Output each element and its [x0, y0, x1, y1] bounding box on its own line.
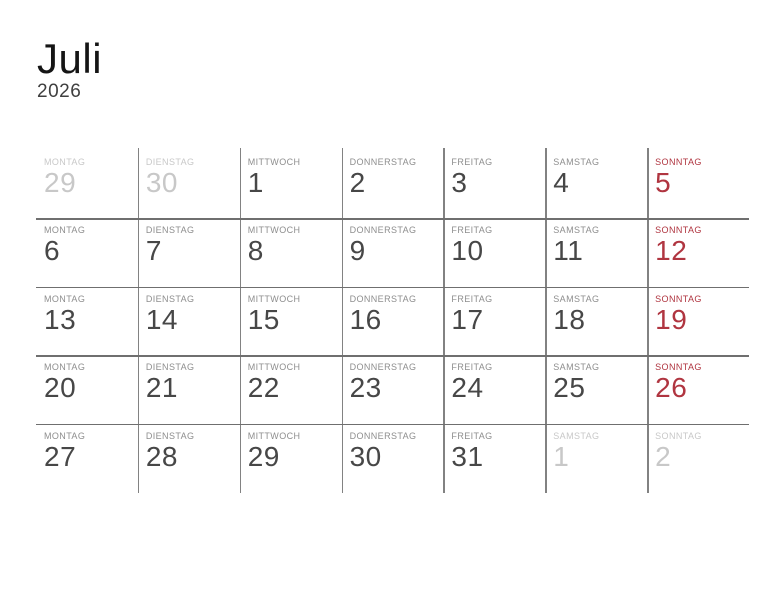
- weekday-label: SAMSTAG: [553, 225, 600, 236]
- day-number: 26: [655, 372, 688, 404]
- day-number: 28: [145, 440, 178, 472]
- calendar-day-cell: [545, 355, 647, 423]
- weekday-label: DONNERSTAG: [349, 225, 417, 236]
- day-number: 10: [451, 235, 484, 267]
- day-number: 29: [44, 167, 77, 198]
- weekday-label: DIENSTAG: [145, 225, 195, 236]
- weekday-label: SAMSTAG: [553, 430, 600, 441]
- weekday-label: MITTWOCH: [247, 293, 301, 304]
- weekday-label: SONNTAG: [655, 157, 702, 167]
- weekday-label: MONTAG: [44, 293, 86, 304]
- weekday-label: SONNTAG: [655, 362, 702, 373]
- day-number: 24: [451, 372, 484, 404]
- month-title: Juli: [37, 35, 103, 82]
- day-number: 29: [247, 440, 280, 472]
- day-number: 13: [44, 303, 77, 335]
- calendar-day-cell: [545, 287, 647, 355]
- day-number: 1: [553, 440, 570, 472]
- weekday-label: SAMSTAG: [553, 362, 600, 373]
- weekday-label: FREITAG: [451, 225, 493, 236]
- calendar-day-cell: [443, 218, 545, 286]
- weekday-label: SONNTAG: [655, 225, 702, 236]
- weekday-label: FREITAG: [451, 293, 493, 304]
- calendar-day-cell: [647, 287, 749, 355]
- weekday-label: DONNERSTAG: [349, 362, 417, 373]
- day-number: 21: [145, 372, 178, 404]
- weekday-label: DONNERSTAG: [349, 157, 417, 167]
- weekday-label: SONNTAG: [655, 430, 702, 441]
- day-number: 17: [451, 303, 484, 335]
- calendar-day-cell: [342, 355, 444, 423]
- calendar-day-cell: [443, 287, 545, 355]
- calendar-day-cell: [240, 424, 342, 492]
- calendar-day-cell: [240, 355, 342, 423]
- day-number: 27: [44, 440, 77, 472]
- day-number: 2: [349, 167, 366, 198]
- day-number: 6: [44, 235, 61, 267]
- day-number: 19: [655, 303, 688, 335]
- calendar-day-cell: [36, 218, 138, 286]
- year-label: 2026: [37, 81, 82, 102]
- calendar-day-cell: [138, 218, 240, 286]
- calendar-header: [37, 35, 103, 103]
- calendar-day-cell: [342, 218, 444, 286]
- calendar-day-cell: [443, 150, 545, 218]
- weekday-label: MONTAG: [44, 157, 86, 167]
- calendar-day-cell: [342, 287, 444, 355]
- day-number: 5: [655, 167, 672, 198]
- weekday-label: MONTAG: [44, 225, 86, 236]
- calendar-day-cell: [138, 355, 240, 423]
- calendar-day-cell: [342, 150, 444, 218]
- calendar-day-cell: [138, 287, 240, 355]
- weekday-label: FREITAG: [451, 362, 493, 373]
- calendar-day-cell: [647, 424, 749, 492]
- calendar-day-cell: [36, 287, 138, 355]
- calendar-day-cell: [443, 355, 545, 423]
- weekday-label: SAMSTAG: [553, 157, 600, 167]
- calendar-day-cell: [545, 424, 647, 492]
- weekday-label: FREITAG: [451, 430, 493, 441]
- calendar-day-cell: [36, 355, 138, 423]
- weekday-label: MITTWOCH: [247, 430, 301, 441]
- weekday-label: DIENSTAG: [145, 293, 195, 304]
- day-number: 30: [349, 440, 382, 472]
- day-number: 30: [145, 167, 178, 198]
- day-number: 11: [553, 235, 584, 267]
- calendar-day-cell: [240, 287, 342, 355]
- day-number: 9: [349, 235, 366, 267]
- weekday-label: SONNTAG: [655, 293, 702, 304]
- weekday-label: MONTAG: [44, 362, 86, 373]
- weekday-label: DIENSTAG: [145, 157, 195, 167]
- day-number: 25: [553, 372, 586, 404]
- weekday-label: SAMSTAG: [553, 293, 600, 304]
- calendar-day-cell: [545, 218, 647, 286]
- weekday-label: DIENSTAG: [145, 430, 195, 441]
- calendar-day-cell: [647, 355, 749, 423]
- calendar-day-cell: [36, 424, 138, 492]
- calendar-day-cell: [647, 150, 749, 218]
- day-number: 18: [553, 303, 586, 335]
- calendar-day-cell: [36, 150, 138, 218]
- day-number: 7: [145, 235, 162, 267]
- day-number: 2: [655, 440, 672, 472]
- day-number: 31: [451, 440, 484, 472]
- calendar-day-cell: [443, 424, 545, 492]
- day-number: 3: [451, 167, 468, 198]
- weekday-label: DONNERSTAG: [349, 293, 417, 304]
- day-number: 12: [655, 235, 688, 267]
- day-number: 20: [44, 372, 77, 404]
- day-number: 8: [247, 235, 264, 267]
- calendar-day-cell: [240, 218, 342, 286]
- weekday-label: FREITAG: [451, 157, 493, 167]
- weekday-label: MITTWOCH: [247, 157, 301, 167]
- calendar-day-cell: [138, 424, 240, 492]
- calendar-grid: [36, 150, 749, 492]
- weekday-label: MITTWOCH: [247, 362, 301, 373]
- calendar-day-cell: [342, 424, 444, 492]
- calendar-day-cell: [138, 150, 240, 218]
- calendar-day-cell: [545, 150, 647, 218]
- calendar-day-cell: [647, 218, 749, 286]
- weekday-label: DIENSTAG: [145, 362, 195, 373]
- weekday-label: DONNERSTAG: [349, 430, 417, 441]
- day-number: 15: [247, 303, 280, 335]
- day-number: 22: [247, 372, 280, 404]
- day-number: 23: [349, 372, 382, 404]
- calendar-day-cell: [240, 150, 342, 218]
- day-number: 1: [247, 167, 264, 198]
- day-number: 16: [349, 303, 382, 335]
- weekday-label: MITTWOCH: [247, 225, 301, 236]
- day-number: 14: [145, 303, 178, 335]
- day-number: 4: [553, 167, 570, 198]
- weekday-label: MONTAG: [44, 430, 86, 441]
